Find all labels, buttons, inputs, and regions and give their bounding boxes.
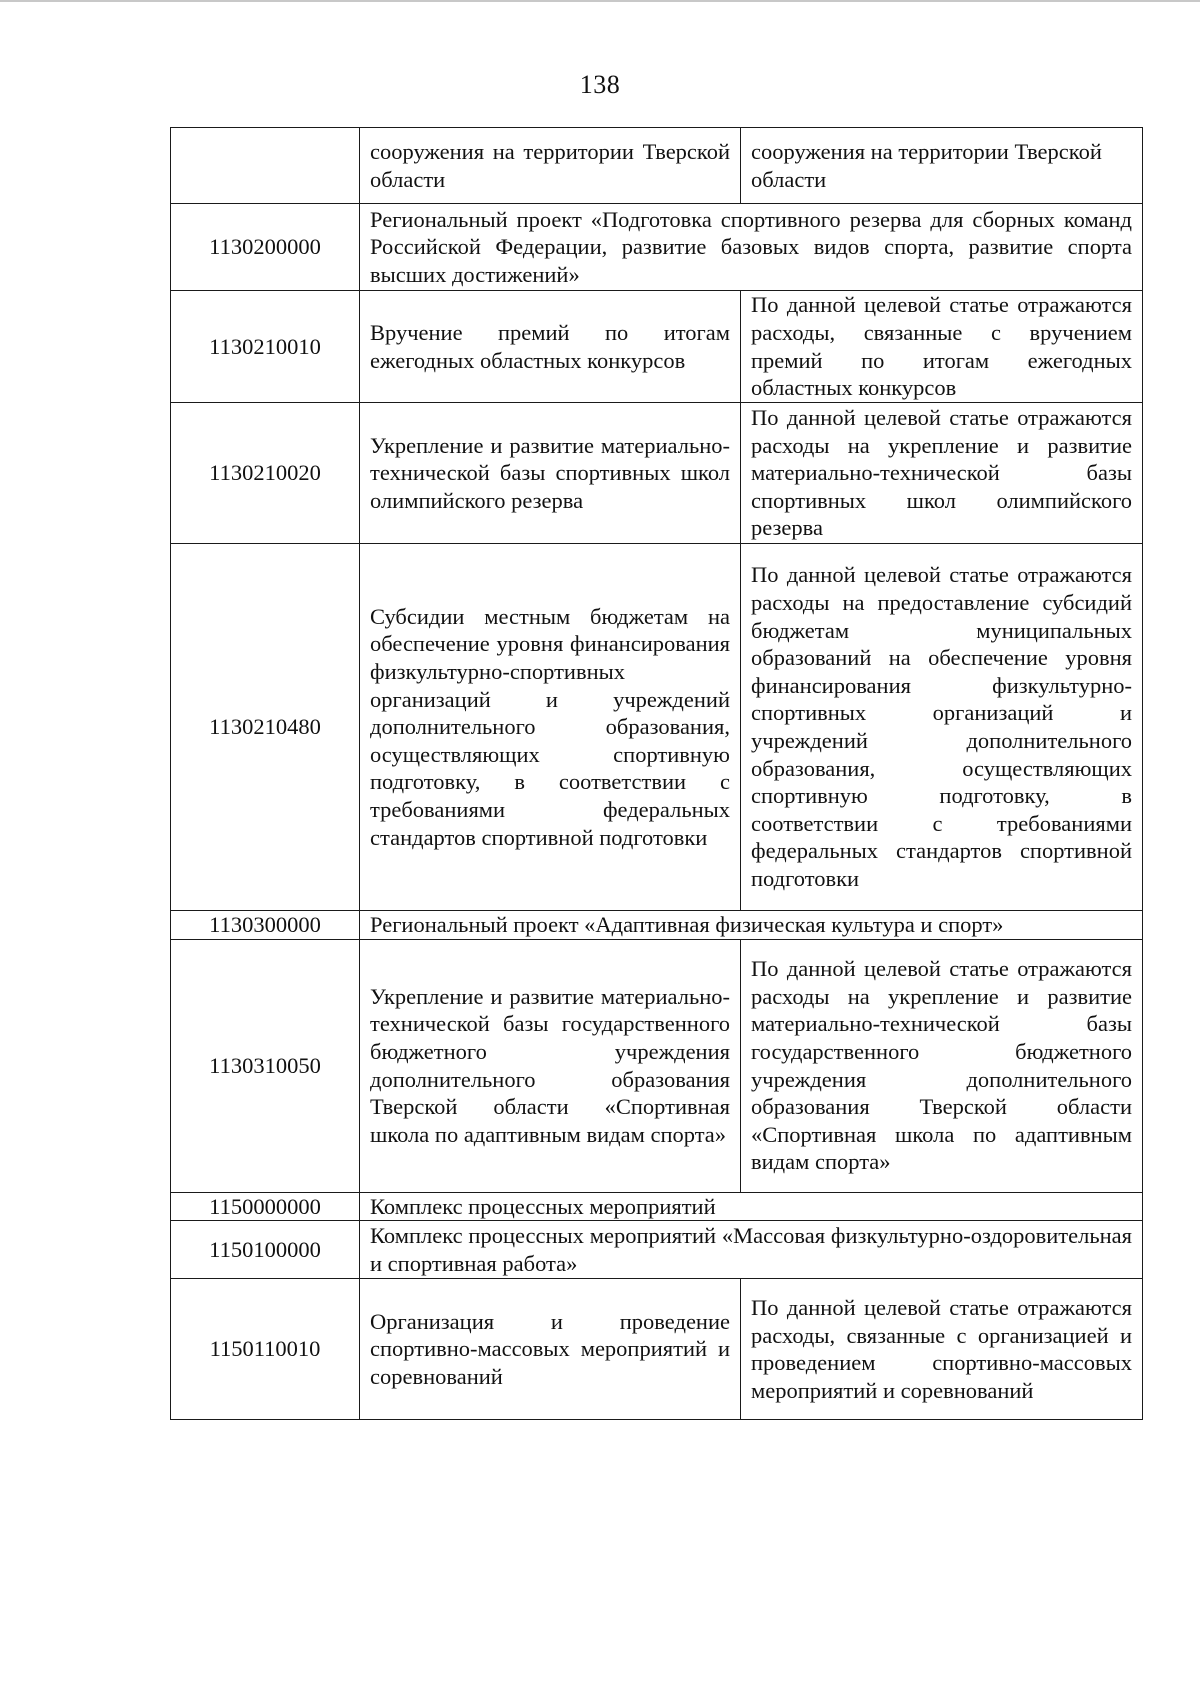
row-description: По данной целевой статье отражаются расходы на предоставление субсидий бюджетам муниципальных образований на обеспечение уровня финансирования физкультурно-спортивных организаций и учреждений дополнительного образования, осуществляющих спортивную подготовку, в соответствии с требованиями федеральных стандартов спортивной подготовки bbox=[741, 544, 1143, 911]
table-row bbox=[171, 939, 1143, 1192]
table-row bbox=[171, 911, 1143, 940]
row-code: 1130310050 bbox=[171, 939, 360, 1192]
row-name: Комплекс процессных мероприятий «Массовая физкультурно-оздоровительная и спортивная работа» bbox=[360, 1221, 1143, 1279]
row-code: 1130210020 bbox=[171, 403, 360, 544]
row-description: По данной целевой статье отражаются расходы, связанные с вручением премий по итогам ежегодных областных конкурсов bbox=[741, 291, 1143, 403]
row-description: По данной целевой статье отражаются расходы, связанные с организацией и проведением спортивно-массовых мероприятий и соревнований bbox=[741, 1279, 1143, 1420]
row-code: 1130210010 bbox=[171, 291, 360, 403]
table-row bbox=[171, 544, 1143, 911]
row-name: Региональный проект «Адаптивная физическая культура и спорт» bbox=[360, 911, 1143, 940]
table-row bbox=[171, 128, 1143, 204]
table-row bbox=[171, 403, 1143, 544]
budget-classification-table bbox=[170, 127, 1143, 1420]
table-row bbox=[171, 1221, 1143, 1279]
scan-edge bbox=[0, 0, 1200, 8]
table-row bbox=[171, 1192, 1143, 1221]
table-row bbox=[171, 1279, 1143, 1420]
row-name: Субсидии местным бюджетам на обеспечение уровня финансирования физкультурно-спортивных организаций и учреждений дополнительного образования, осуществляющих спортивную подготовку, в соответствии с требованиями федеральных стандартов спортивной подготовки bbox=[360, 544, 741, 911]
row-name: Организация и проведение спортивно-массовых мероприятий и соревнований bbox=[360, 1279, 741, 1420]
row-code: 1150100000 bbox=[171, 1221, 360, 1279]
row-name: сооружения на территории Тверской области bbox=[360, 128, 741, 204]
row-description: сооружения на территории Тверской области bbox=[741, 128, 1143, 204]
row-code: 1130200000 bbox=[171, 204, 360, 291]
row-description: По данной целевой статье отражаются расходы на укрепление и развитие материально-технической базы спортивных школ олимпийского резерва bbox=[741, 403, 1143, 544]
row-code: 1150110010 bbox=[171, 1279, 360, 1420]
row-description: По данной целевой статье отражаются расходы на укрепление и развитие материально-технической базы государственного бюджетного учреждения дополнительного образования Тверской области «Спортивная школа по адаптивным видам спорта» bbox=[741, 939, 1143, 1192]
row-name: Региональный проект «Подготовка спортивного резерва для сборных команд Российской Федерации, развитие базовых видов спорта, развитие спорта высших достижений» bbox=[360, 204, 1143, 291]
page-number: 138 bbox=[579, 70, 621, 99]
row-name: Комплекс процессных мероприятий bbox=[360, 1192, 1143, 1221]
row-code: 1150000000 bbox=[171, 1192, 360, 1221]
row-name: Укрепление и развитие материально-технической базы спортивных школ олимпийского резерва bbox=[360, 403, 741, 544]
row-code: 1130210480 bbox=[171, 544, 360, 911]
row-code bbox=[171, 128, 360, 204]
row-name: Вручение премий по итогам ежегодных областных конкурсов bbox=[360, 291, 741, 403]
table-row bbox=[171, 291, 1143, 403]
row-code: 1130300000 bbox=[171, 911, 360, 940]
row-name: Укрепление и развитие материально-технической базы государственного бюджетного учреждения дополнительного образования Тверской области «Спортивная школа по адаптивным видам спорта» bbox=[360, 939, 741, 1192]
table-row bbox=[171, 204, 1143, 291]
